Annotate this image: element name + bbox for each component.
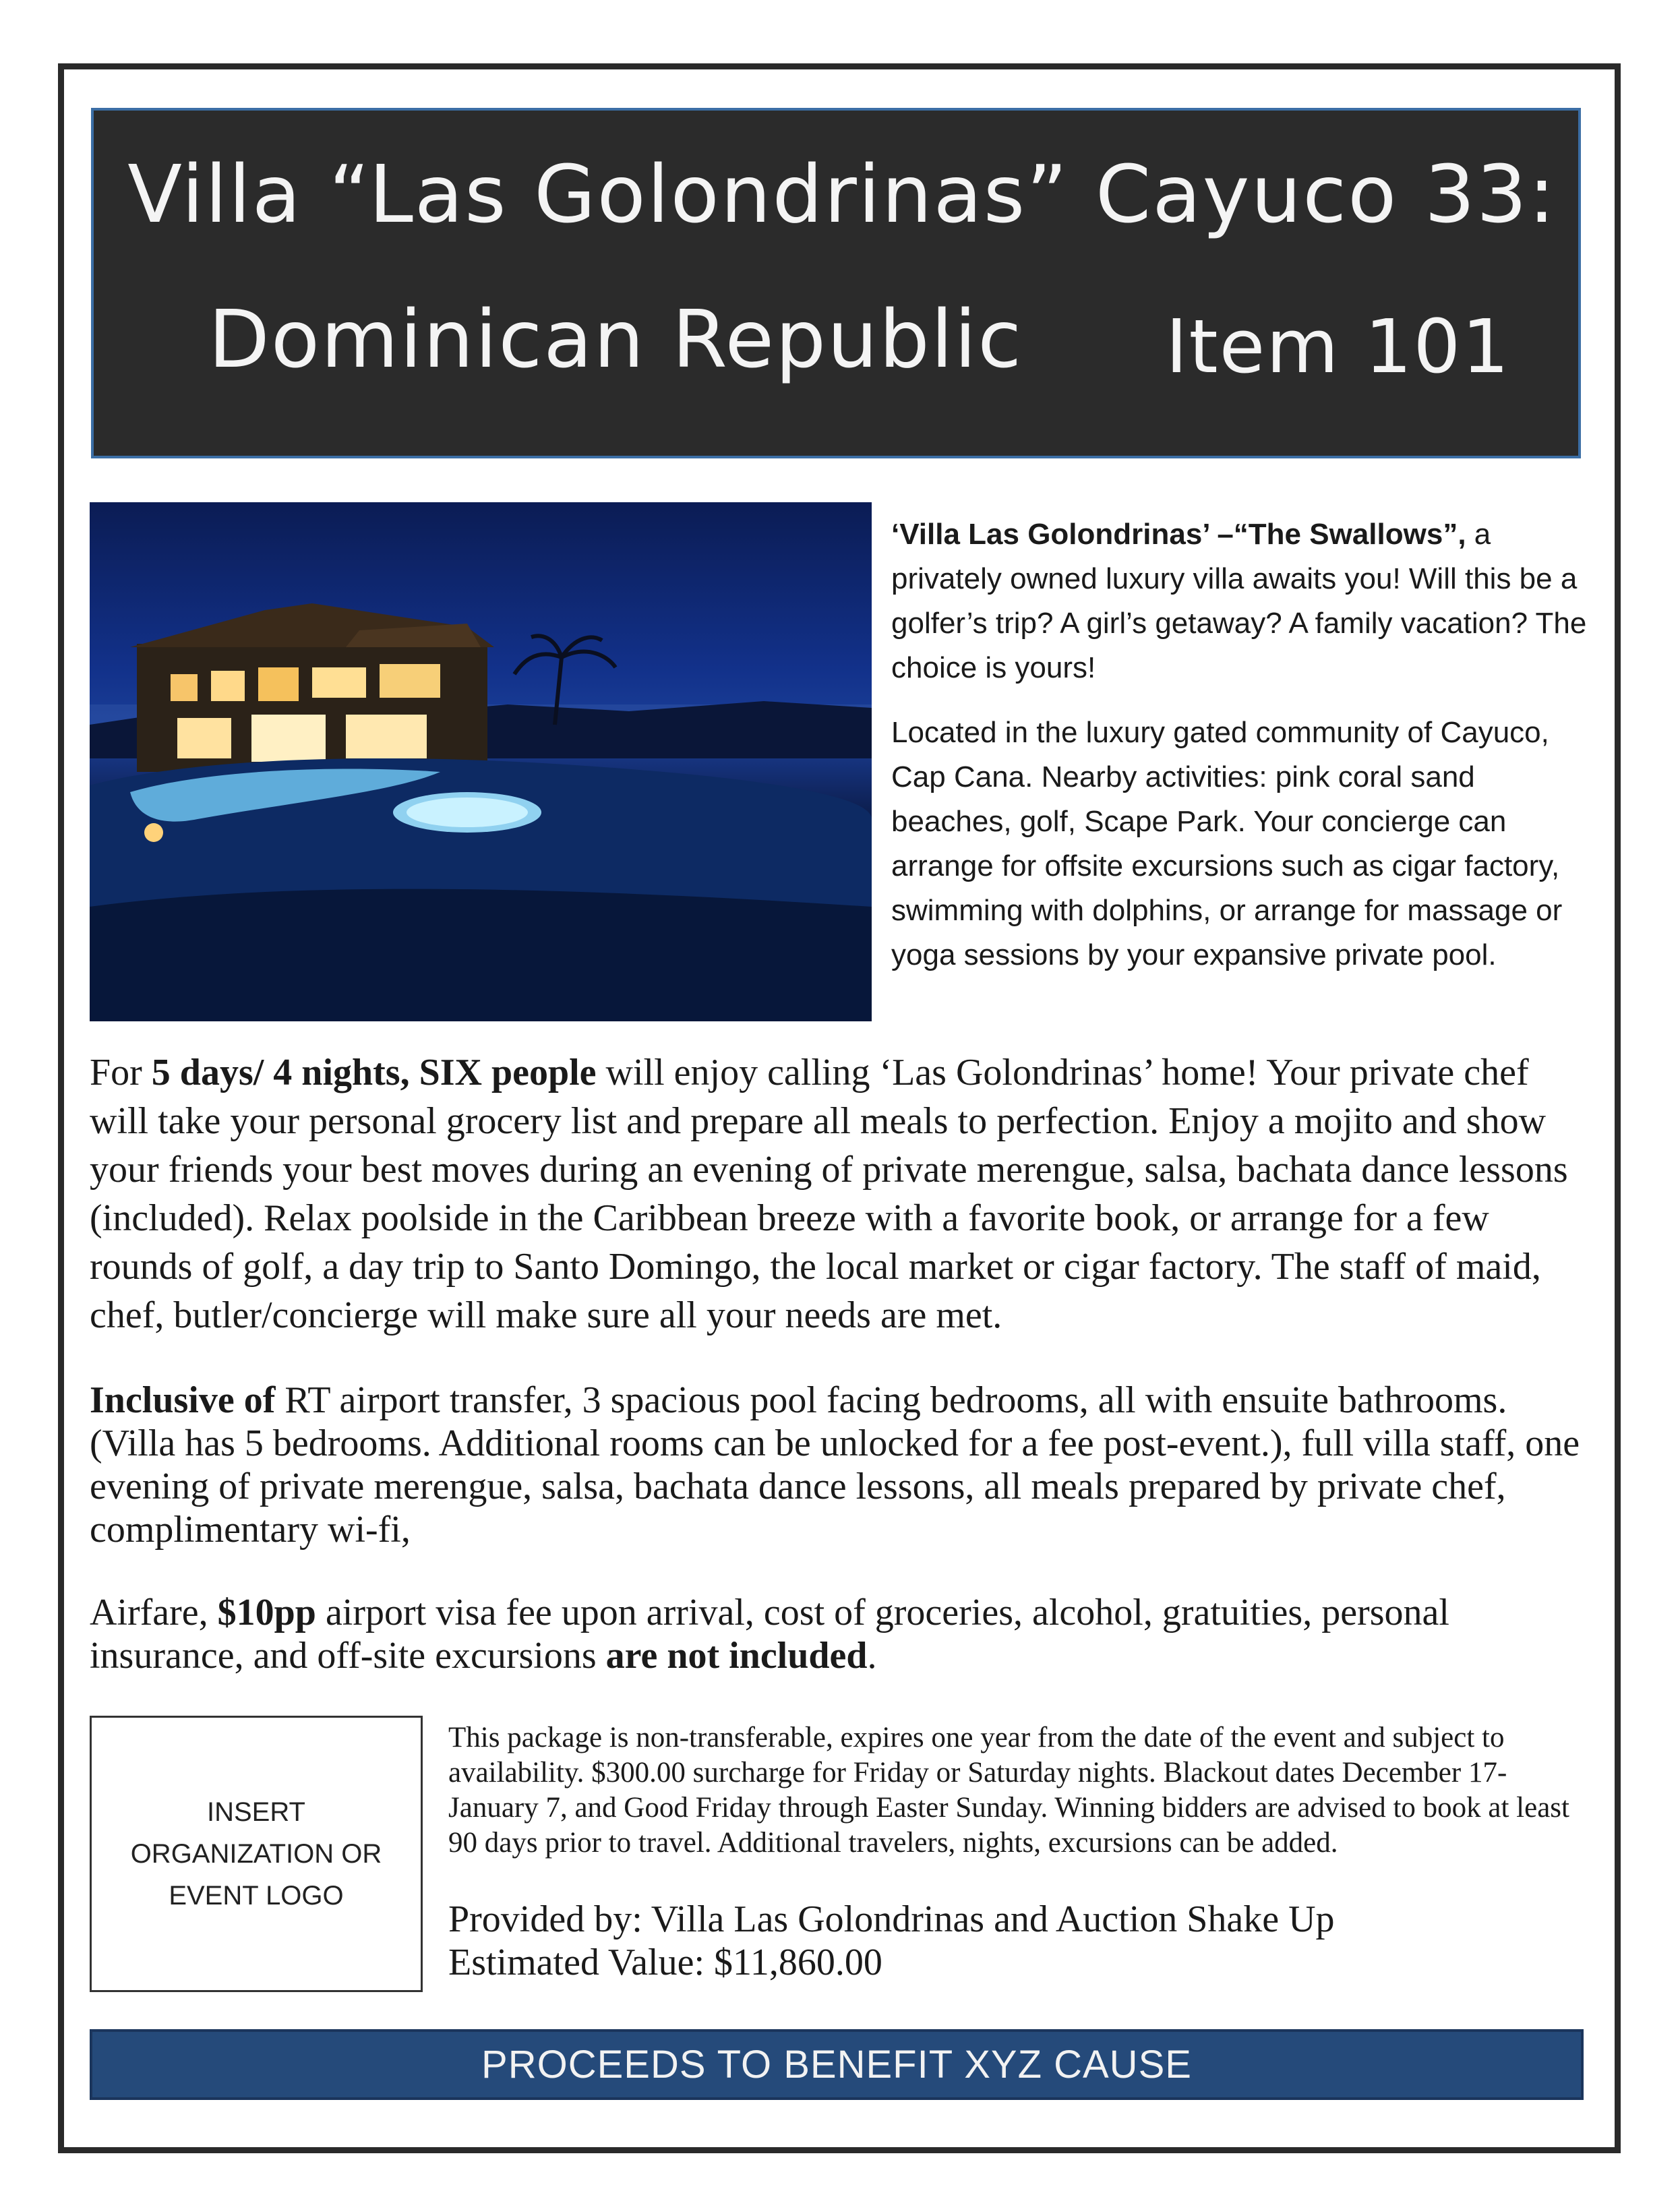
logo-placeholder-line-2: ORGANIZATION OR xyxy=(130,1839,382,1869)
title-line-1: Villa “Las Golondrinas” Cayuco 33: xyxy=(127,148,1557,241)
logo-placeholder-line-1: INSERT xyxy=(207,1797,305,1827)
exclusions-text-1: Airfare, xyxy=(90,1592,218,1633)
description-text-1: For xyxy=(90,1052,152,1093)
intro-paragraph-1 xyxy=(891,512,1592,690)
intro-paragraph-2: Located in the luxury gated community of Cayuco, Cap Cana. Nearby activities: pink coral sand beaches, golf, Scape Park. Your concierge can arrange for offsite excursions such as cigar factory, swimming with dolphins, or arrange for massage or yoga sessions by your expansive private pool. xyxy=(891,716,1563,971)
description-highlight: 5 days/ 4 nights, SIX people xyxy=(151,1052,597,1093)
terms-conditions: This package is non-transferable, expires one year from the date of the event and subject to availability. $300.00 surcharge for Friday or Saturday nights. Blackout dates December 17-January 7, and Good Friday through Easter Sunday. Winning bidders are advised to book at least 90 days prior to travel. Additional travelers, nights, excursions can be added. xyxy=(448,1722,1569,1859)
inclusions-label: Inclusive of xyxy=(90,1379,276,1421)
exclusions-fee: $10pp xyxy=(217,1592,316,1633)
title-line-2: Dominican Republic xyxy=(208,293,1023,386)
villa-pool-night-photo xyxy=(90,502,872,1021)
exclusions-text-3: . xyxy=(867,1635,877,1677)
intro-text xyxy=(891,512,1592,998)
photo-illustration xyxy=(90,502,872,1021)
description-paragraph xyxy=(90,1048,1593,1340)
exclusions-text-2: airport visa fee upon arrival, cost of groceries, alcohol, gratuities, personal insurance, and off-site excursions xyxy=(90,1592,1449,1677)
inclusions-paragraph xyxy=(90,1379,1593,1551)
provided-by: Provided by: Villa Las Golondrinas and Auction Shake Up xyxy=(448,1898,1335,1940)
logo-placeholder-line-3: EVENT LOGO xyxy=(169,1881,344,1911)
proceeds-banner: PROCEEDS TO BENEFIT XYZ CAUSE xyxy=(90,2029,1584,2100)
logo-placeholder xyxy=(90,1716,423,1992)
exclusions-paragraph xyxy=(90,1591,1593,1677)
title-banner xyxy=(91,108,1581,458)
provider-value-block xyxy=(448,1898,1581,1984)
item-number: Item 101 xyxy=(1166,303,1511,390)
estimated-value: Estimated Value: $11,860.00 xyxy=(448,1942,882,1983)
exclusions-not-included: are not included xyxy=(605,1635,868,1677)
inclusions-text: RT airport transfer, 3 spacious pool facing bedrooms, all with ensuite bathrooms. (Villa has 5 bedrooms. Additional rooms can be unlocked for a fee post-event.), full villa staff, one evening of private merengue, salsa, bachata dance lessons, all meals prepared by private chef, complimentary wi-fi, xyxy=(90,1379,1580,1551)
intro-paragraph-1-text: a privately owned luxury villa awaits you! Will this be a golfer’s trip? A girl’s getaway? A family vacation? The choice is yours! xyxy=(891,518,1587,684)
intro-highlight: ‘Villa Las Golondrinas’ –“The Swallows”, xyxy=(891,518,1466,551)
description-text-2: will enjoy calling ‘Las Golondrinas’ home! Your private chef will take your personal grocery list and prepare all meals to perfection. Enjoy a mojito and show your friends your best moves during an evening of private merengue, salsa, bachata dance lessons (included). Relax poolside in the Caribbean breeze with a favorite book, or arrange for a few rounds of golf, a day trip to Santo Domingo, the local market or cigar factory. The staff of maid, chef, butler/concierge will make sure all your needs are met. xyxy=(90,1052,1568,1336)
